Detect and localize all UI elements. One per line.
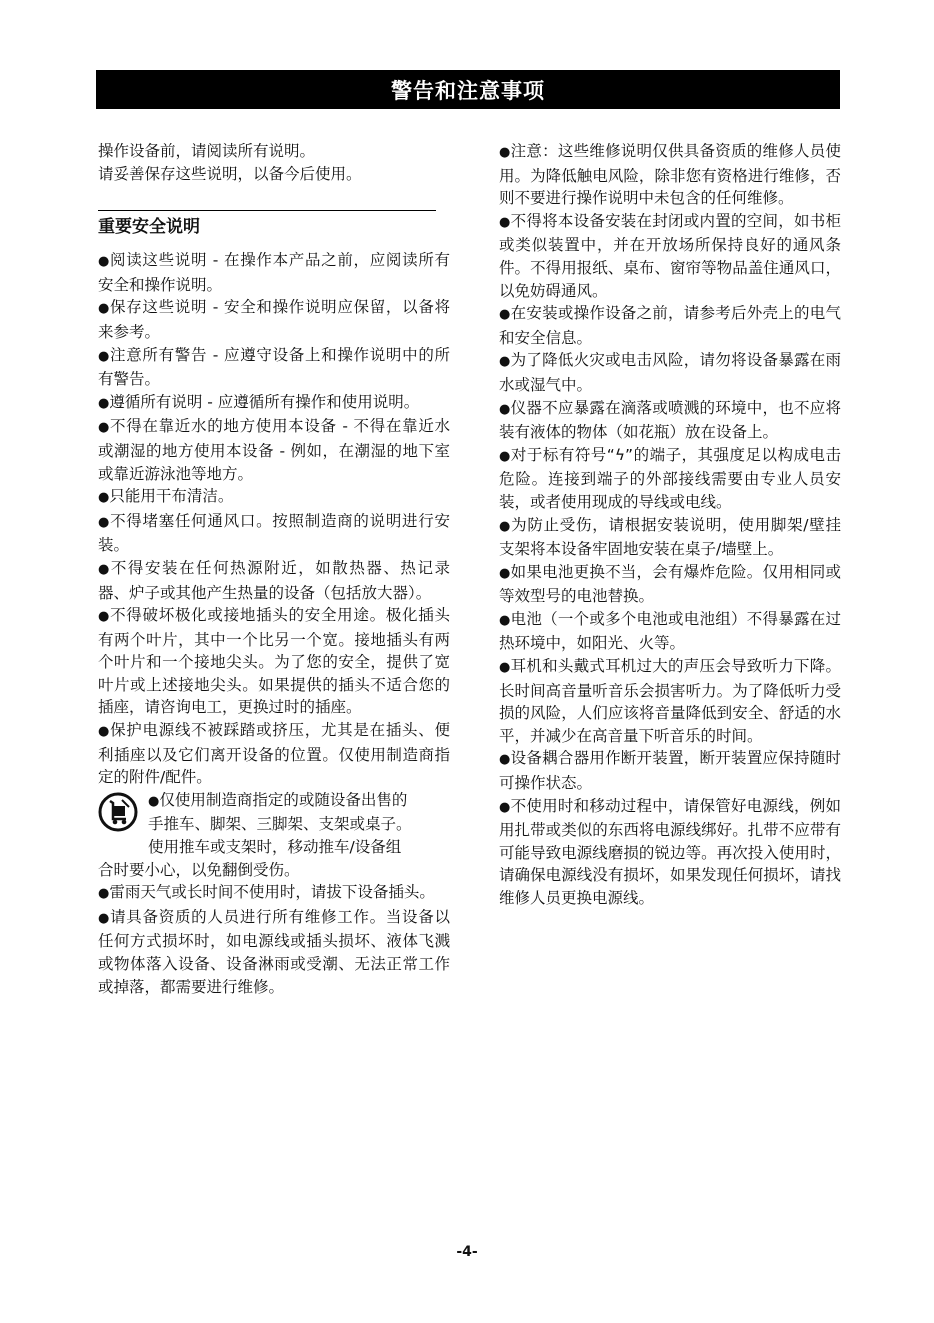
cart-text-line: 使用推车或支架时，移动推车/设备组 bbox=[148, 838, 402, 857]
list-item: ●请具备资质的人员进行所有维修工作。当设备以任何方式损坏时，如电源线或插头损坏、液体飞溅或物体落入设备、设备淋雨或受潮、无法正常工作或掉落，都需要进行维修。 bbox=[98, 907, 450, 996]
intro-line: 操作设备前，请阅读所有说明。 bbox=[98, 142, 316, 160]
cart-text-line: ●仅使用制造商指定的或随设备出售的 bbox=[148, 790, 408, 809]
list-item: ●不得堵塞任何通风口。按照制造商的说明进行安装。 bbox=[98, 511, 450, 555]
intro bbox=[98, 140, 450, 185]
bullet-icon: ● bbox=[98, 420, 111, 436]
left-column bbox=[98, 140, 450, 998]
list-item: ●只能用干布清洁。 bbox=[98, 487, 234, 506]
list-item: ●保存这些说明 - 安全和操作说明应保留，以备将来参考。 bbox=[98, 298, 451, 341]
list-item: ●遵循所有说明 - 应遵循所有操作和使用说明。 bbox=[98, 392, 420, 411]
bullet-icon: ● bbox=[499, 448, 511, 464]
list-item: ●不使用时和移动过程中，请保管好电源线，例如用扎带或类似的东西将电源线绑好。扎带不应带有可能导致电源线磨损的锐边等。再次投入使用时，请确保电源线没有损坏，如果发现任何损坏，请找维修人员更换电源线。 bbox=[499, 796, 841, 907]
bullet-icon: ● bbox=[499, 307, 511, 323]
bullet-icon: ● bbox=[98, 609, 111, 625]
list-item: ●设备耦合器用作断开装置，断开装置应保持随时可操作状态。 bbox=[499, 749, 841, 793]
page-number: -4- bbox=[456, 1244, 478, 1260]
list-item: ●对于标有符号“ϟ”的端子，其强度足以构成电击危险。连接到端子的外部接线需要由专业人员安装，或者使用现成的导线或电线。 bbox=[499, 445, 841, 511]
bullet-icon: ● bbox=[98, 910, 111, 926]
bullet-icon: ● bbox=[98, 348, 111, 364]
bullet-icon: ● bbox=[98, 886, 110, 902]
section-heading: 重要安全说明 bbox=[98, 210, 436, 239]
cart-text-line: 合时要小心，以免翻倒受伤。 bbox=[98, 860, 300, 879]
bullet-icon: ● bbox=[499, 612, 511, 628]
list-item: ●不得安装在任何热源附近，如散热器、热记录器、炉子或其他产生热量的设备（包括放大器）。 bbox=[98, 558, 451, 602]
safety-list-continued bbox=[499, 140, 841, 910]
safety-list bbox=[98, 249, 450, 998]
bullet-icon: ● bbox=[499, 145, 511, 160]
bullet-icon: ● bbox=[499, 518, 512, 534]
list-item: ●保护电源线不被踩踏或挤压，尤其是在插头、便利插座以及它们离开设备的位置。仅使用制造商指定的附件/配件。 bbox=[98, 721, 450, 787]
bullet-icon: ● bbox=[148, 793, 160, 809]
list-item: ●在安装或操作设备之前，请参考后外壳上的电气和安全信息。 bbox=[499, 304, 841, 347]
page-title: 警告和注意事项 bbox=[96, 70, 840, 109]
list-item: ●耳机和头戴式耳机过大的声压会导致听力下降。长时间高音量听音乐会损害听力。为了降低听力受损的风险，人们应该将音量降低到安全、舒适的水平，并减少在高音量下听音乐的时间。 bbox=[499, 657, 841, 745]
list-item: ●如果电池更换不当，会有爆炸危险。仅用相同或等效型号的电池替换。 bbox=[499, 562, 841, 606]
list-item: ●雷雨天气或长时间不使用时，请拔下设备插头。 bbox=[98, 883, 435, 902]
bullet-icon: ● bbox=[98, 724, 111, 740]
list-item: ●电池（一个或多个电池或电池组）不得暴露在过热环境中，如阳光、火等。 bbox=[499, 609, 841, 653]
intro-line: 请妥善保存这些说明，以备今后使用。 bbox=[98, 164, 362, 183]
bullet-icon: ● bbox=[499, 660, 511, 676]
bullet-icon: ● bbox=[499, 752, 511, 768]
bullet-icon: ● bbox=[499, 401, 511, 417]
bullet-icon: ● bbox=[98, 561, 111, 577]
list-item: ●注意所有警告 - 应遵守设备上和操作说明中的所有警告。 bbox=[98, 345, 451, 389]
bullet-icon: ● bbox=[98, 301, 111, 317]
bullet-icon: ● bbox=[98, 514, 111, 530]
list-item: ●阅读这些说明 - 在操作本产品之前，应阅读所有安全和操作说明。 bbox=[98, 251, 451, 294]
bullet-icon: ● bbox=[499, 354, 511, 370]
list-item: ●注意：这些维修说明仅供具备资质的维修人员使用。为降低触电风险，除非您有资格进行维修，否则不要进行操作说明中未包含的任何维修。 bbox=[499, 142, 841, 208]
list-item: ●为防止受伤，请根据安装说明，使用脚架/壁挂支架将本设备牢固地安装在桌子/墙壁上。 bbox=[499, 515, 841, 559]
bullet-icon: ● bbox=[98, 254, 111, 270]
cart-warning-item bbox=[98, 789, 450, 881]
list-item: ●不得破坏极化或接地插头的安全用途。极化插头有两个叶片，其中一个比另一个宽。接地插头有两个叶片和一个接地尖头。为了您的安全，提供了宽叶片或上述接地尖头。如果提供的插头不适合您的插座，请咨询电工，更换过时的插座。 bbox=[98, 606, 450, 717]
cart-warning-icon bbox=[98, 792, 138, 832]
right-column bbox=[499, 140, 841, 910]
bullet-icon: ● bbox=[499, 565, 511, 581]
bullet-icon: ● bbox=[98, 395, 110, 411]
bullet-icon: ● bbox=[98, 490, 110, 506]
cart-text-line: 手推车、脚架、三脚架、支架或桌子。 bbox=[148, 815, 412, 834]
bullet-icon: ● bbox=[499, 799, 511, 815]
list-item: ●不得在靠近水的地方使用本设备 - 不得在靠近水或潮湿的地方使用本设备 - 例如，在潮湿的地下室或靠近游泳池等地方。 bbox=[98, 417, 451, 483]
list-item: ●仪器不应暴露在滴落或喷溅的环境中，也不应将装有液体的物体（如花瓶）放在设备上。 bbox=[499, 398, 841, 442]
list-item: ●不得将本设备安装在封闭或内置的空间，如书柜或类似装置中，并在开放场所保持良好的通风条件。不得用报纸、桌布、窗帘等物品盖住通风口，以免妨碍通风。 bbox=[499, 211, 841, 300]
bullet-icon: ● bbox=[499, 214, 511, 230]
list-item: ●为了降低火灾或电击风险，请勿将设备暴露在雨水或湿气中。 bbox=[499, 351, 841, 394]
